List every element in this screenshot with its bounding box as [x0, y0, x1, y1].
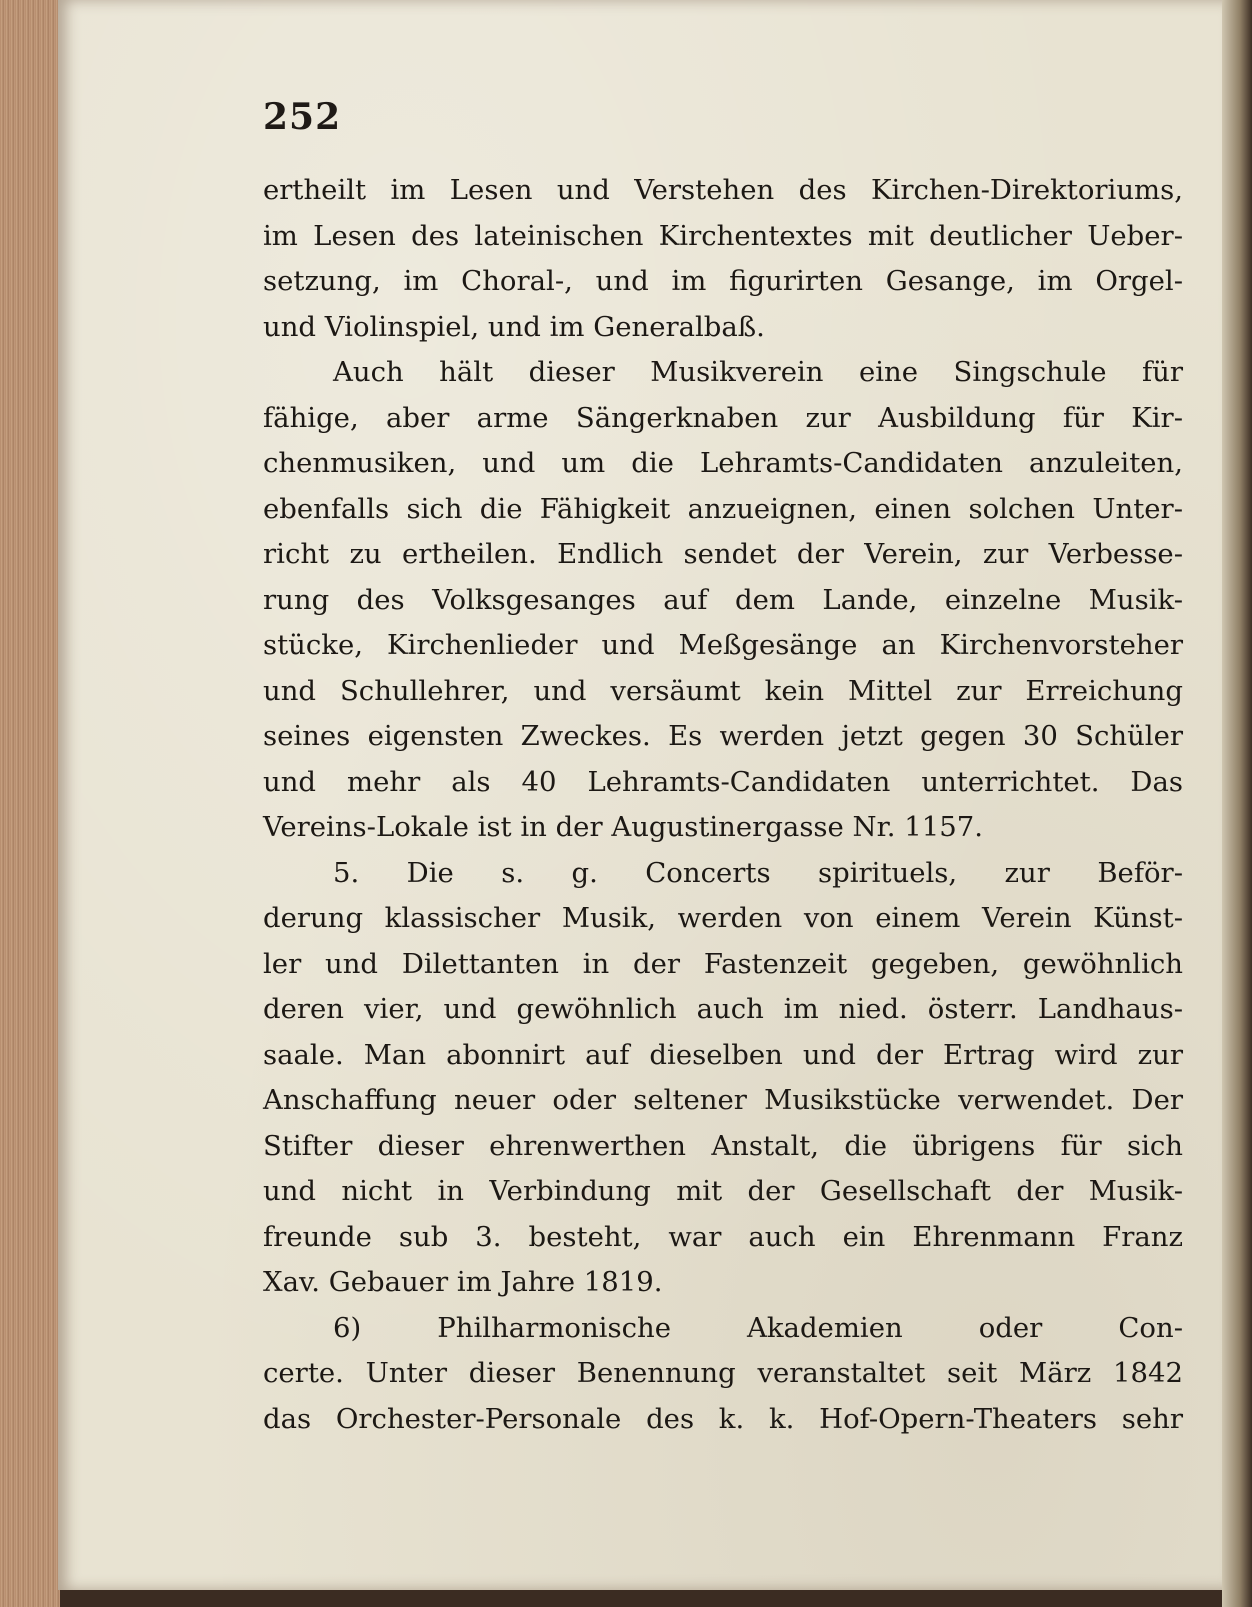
text-line: freunde sub 3. besteht, war auch ein Ehrenmann Franz: [263, 1220, 1183, 1253]
text-line: Auch hält dieser Musikverein eine Singschule für: [333, 356, 1183, 388]
book-page-edges: [0, 0, 60, 1607]
text-line: und Schullehrer, und versäumt kein Mittel zur Erreichung: [263, 674, 1183, 707]
text-line: das Orchester-Personale des k. k. Hof-Opern-Theaters sehr: [263, 1402, 1183, 1435]
text-line: und nicht in Verbindung mit der Gesellschaft der Musik-: [263, 1175, 1183, 1207]
text-line: fähige, aber arme Sängerknaben zur Ausbildung für Kir-: [263, 401, 1183, 434]
book-page: [58, 0, 1226, 1590]
text-line: chenmusiken, und um die Lehramts-Candidaten anzuleiten,: [263, 447, 1183, 479]
text-line: certe. Unter dieser Benennung veranstaltet seit März 1842: [263, 1357, 1183, 1389]
text-line: und mehr als 40 Lehramts-Candidaten unterrichtet. Das: [263, 765, 1183, 798]
text-line: im Lesen des lateinischen Kirchentextes mit deutlicher Ueber-: [263, 219, 1183, 252]
text-line: ertheilt im Lesen und Verstehen des Kirchen-Direktoriums,: [263, 174, 1183, 206]
body-text: [263, 168, 1183, 1442]
text-line: ler und Dilettanten in der Fastenzeit gegeben, gewöhnlich: [263, 947, 1183, 980]
text-line: 6) Philharmonische Akademien oder Con-: [333, 1311, 1183, 1344]
text-line: saale. Man abonnirt auf dieselben und der Ertrag wird zur: [263, 1038, 1183, 1071]
text-line: stücke, Kirchenlieder und Meßgesänge an Kirchenvorsteher: [263, 629, 1183, 661]
text-line: derung klassischer Musik, werden von einem Verein Künst-: [263, 902, 1183, 934]
text-line: Xav. Gebauer im Jahre 1819.: [263, 1266, 663, 1298]
binding-shadow: [1222, 0, 1252, 1607]
text-line: deren vier, und gewöhnlich auch im nied. österr. Landhaus-: [263, 993, 1183, 1025]
text-line: setzung, im Choral-, und im figurirten Gesange, im Orgel-: [263, 265, 1183, 297]
page-number: 252: [263, 96, 342, 138]
text-line: Anschaffung neuer oder seltener Musikstücke verwendet. Der: [263, 1084, 1183, 1116]
text-line: und Violinspiel, und im Generalbaß.: [263, 310, 765, 343]
text-line: ebenfalls sich die Fähigkeit anzueignen, einen solchen Unter-: [263, 492, 1183, 525]
text-line: Stifter dieser ehrenwerthen Anstalt, die übrigens für sich: [263, 1129, 1183, 1162]
text-line: seines eigensten Zweckes. Es werden jetzt gegen 30 Schüler: [263, 720, 1183, 752]
text-line: Vereins-Lokale ist in der Augustinergasse Nr. 1157.: [263, 811, 983, 843]
text-line: rung des Volksgesanges auf dem Lande, einzelne Musik-: [263, 583, 1183, 616]
text-line: 5. Die s. g. Concerts spirituels, zur Beför-: [333, 856, 1183, 889]
text-line: richt zu ertheilen. Endlich sendet der Verein, zur Verbesse-: [263, 538, 1183, 570]
